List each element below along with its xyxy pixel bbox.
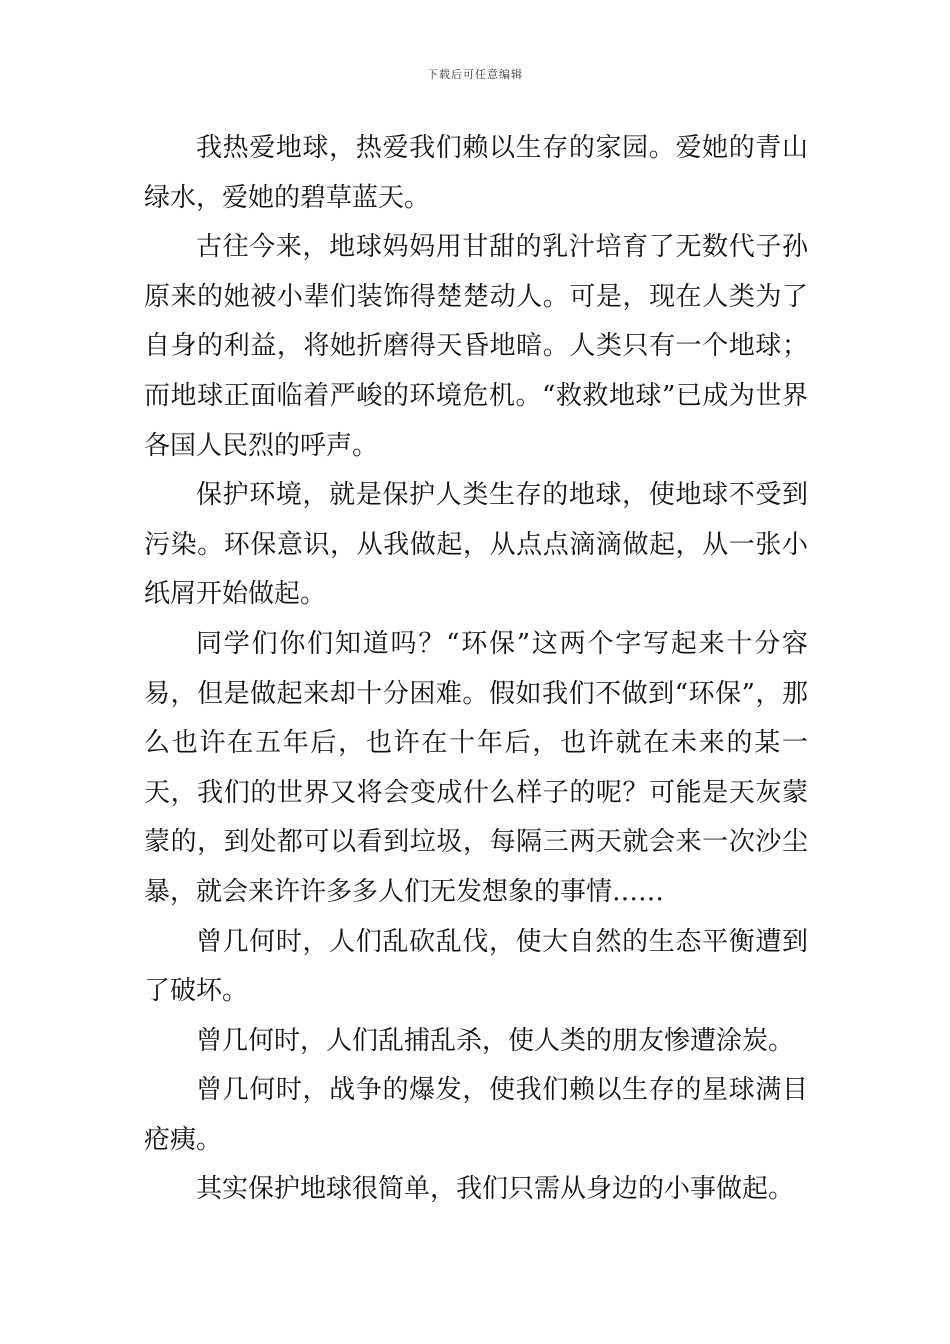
paragraph-1: 我热爱地球，热爱我们赖以生存的家园。爱她的青山绿水，爱她的碧草蓝天。 [144,133,808,213]
body-text [144,124,808,1215]
paragraph-3: 保护环境，就是保护人类生存的地球，使地球不受到污染。环保意识，从我做起，从点点滴滴做起，从一张小纸屑开始做起。 [144,480,808,610]
paragraph-5: 曾几何时，人们乱砍乱伐，使大自然的生态平衡遭到了破坏。 [144,926,808,1007]
paragraph-8: 其实保护地球很简单，我们只需从身边的小事做起。 [196,1174,795,1205]
paragraph-6: 曾几何时，人们乱捕乱杀，使人类的朋友惨遭涂炭。 [196,1025,795,1056]
paragraph-7: 曾几何时，战争的爆发，使我们赖以生存的星球满目疮痍。 [144,1075,808,1155]
paragraph-2: 古往今来，地球妈妈用甘甜的乳汁培育了无数代子孙原来的她被小辈们装饰得楚楚动人。可是，现在人类为了自身的利益，将她折磨得天昏地暗。人类只有一个地球；而地球正面临着严峻的环境危机。“救救地球”已成为世界各国人民烈的呼声。 [144,232,808,461]
paragraph-4: 同学们你们知道吗？“环保”这两个字写起来十分容易，但是做起来却十分困难。假如我们不做到“环保”，那么也许在五年后，也许在十年后，也许就在未来的某一天，我们的世界又将会变成什么样子的呢？可能是天灰蒙蒙的，到处都可以看到垃圾，每隔三两天就会来一次沙尘暴，就会来许许多多人们无发想象的事情…… [144,628,808,907]
header-note: 下载后可任意编辑 [427,68,523,81]
